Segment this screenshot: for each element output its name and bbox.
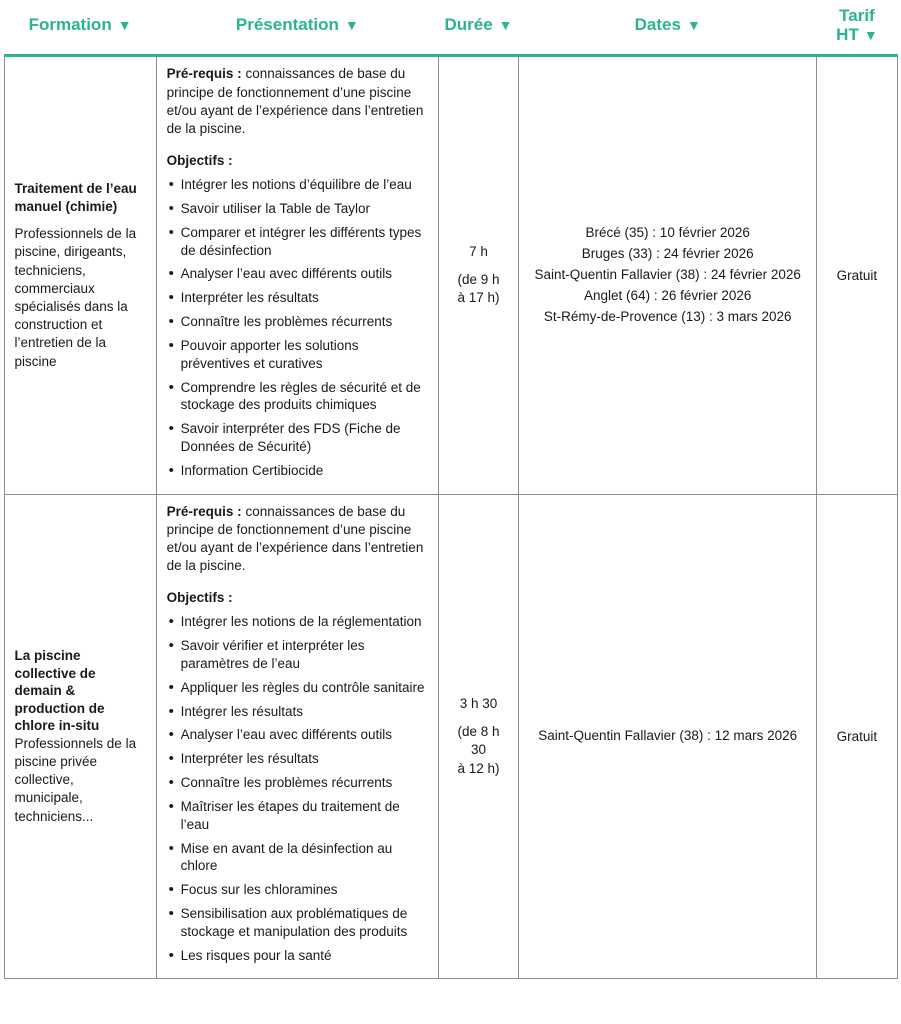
tarif-value: Gratuit [836, 267, 878, 283]
list-item: • Intégrer les notions de la réglementation [167, 613, 428, 631]
column-header-duree-label: Durée [444, 15, 493, 35]
formation-audience: Professionnels de la piscine, dirigeants, techniciens, commerciaux spécialisés dans la construction et l’entretien de la piscine [14, 226, 137, 369]
list-item: • Information Certibiocide [167, 462, 428, 480]
objectifs-label: Objectifs : [166, 590, 233, 606]
dates-list [529, 726, 806, 747]
column-header-tarif-label-line1: Tarif [839, 6, 875, 25]
list-item: • Comprendre les règles de sécurité et de stockage des produits chimiques [167, 379, 428, 415]
cell-formation [4, 494, 156, 979]
sort-descending-icon[interactable]: ▼ [686, 16, 701, 33]
sort-descending-icon[interactable]: ▼ [498, 16, 513, 33]
column-header-tarif-label-line2: HT [836, 24, 859, 44]
list-item: • Intégrer les résultats [167, 703, 428, 721]
training-table [4, 0, 898, 979]
cell-presentation [156, 56, 438, 494]
list-item: • Mise en avant de la désinfection au chlore [167, 840, 428, 876]
table-body [4, 56, 897, 979]
column-header-formation-label: Formation [28, 15, 112, 35]
column-header-tarif[interactable] [817, 0, 897, 56]
cell-dates [519, 494, 817, 979]
pre-requis-label: Pré-requis : [166, 503, 242, 519]
table-row [4, 494, 897, 979]
formation-title: Traitement de l’eau manuel (chimie) [14, 181, 137, 214]
sort-descending-icon[interactable]: ▼ [117, 16, 132, 33]
list-item: Brécé (35) : 10 février 2026 [585, 225, 750, 241]
list-item: • Sensibilisation aux problématiques de stockage et manipulation des produits [167, 905, 428, 941]
sort-descending-icon[interactable]: ▼ [863, 27, 878, 44]
cell-tarif [817, 56, 897, 494]
column-header-dates-label: Dates [634, 15, 681, 35]
duree-value: 7 h [469, 244, 488, 260]
dates-list [529, 223, 806, 328]
table-header-row [4, 0, 897, 56]
column-header-duree[interactable] [438, 0, 518, 56]
cell-presentation [156, 494, 438, 979]
duree-range-line1: (de 9 h [457, 272, 500, 288]
list-item: Bruges (33) : 24 février 2026 [581, 246, 754, 262]
list-item: • Intégrer les notions d’équilibre de l’eau [167, 176, 428, 194]
list-item: • Savoir interpréter des FDS (Fiche de Données de Sécurité) [167, 420, 428, 456]
list-item: • Analyser l’eau avec différents outils [167, 726, 428, 744]
objectifs-list [167, 176, 428, 479]
list-item: • Interpréter les résultats [167, 750, 428, 768]
column-header-presentation[interactable] [156, 0, 438, 56]
list-item: • Maîtriser les étapes du traitement de l’eau [167, 798, 428, 834]
cell-duree [438, 494, 518, 979]
column-header-formation[interactable] [4, 0, 156, 56]
pre-requis-text: connaissances de base du principe de fonctionnement d’une piscine et/ou ayant de l’expérience dans l’entretien de la piscine. [166, 66, 424, 137]
list-item: • Connaître les problèmes récurrents [167, 313, 428, 331]
list-item: St-Rémy-de-Provence (13) : 3 mars 2026 [543, 308, 792, 324]
list-item: • Comparer et intégrer les différents types de désinfection [167, 224, 428, 260]
list-item: • Pouvoir apporter les solutions préventives et curatives [167, 337, 428, 373]
list-item: • Analyser l’eau avec différents outils [167, 265, 428, 283]
list-item: • Appliquer les règles du contrôle sanitaire [167, 679, 428, 697]
list-item: Anglet (64) : 26 février 2026 [584, 287, 752, 303]
list-item: • Focus sur les chloramines [167, 881, 428, 899]
duree-value: 3 h 30 [459, 696, 498, 712]
list-item: • Les risques pour la santé [167, 947, 428, 965]
pre-requis-block [167, 65, 428, 138]
tarif-value: Gratuit [836, 728, 878, 744]
list-item: • Savoir utiliser la Table de Taylor [167, 200, 428, 218]
objectifs-label: Objectifs : [166, 153, 233, 169]
pre-requis-block [167, 503, 428, 576]
objectifs-list [167, 613, 428, 964]
duree-range-line2: à 12 h) [457, 760, 500, 776]
pre-requis-label: Pré-requis : [166, 66, 242, 82]
duree-range-line1: (de 8 h 30 [457, 724, 500, 758]
duree-range-line2: à 17 h) [457, 290, 500, 306]
table-row [4, 56, 897, 494]
list-item: Saint-Quentin Fallavier (38) : 12 mars 2026 [538, 728, 798, 744]
pre-requis-text: connaissances de base du principe de fonctionnement d’une piscine et/ou ayant de l’expérience dans l’entretien de la piscine. [166, 503, 424, 574]
cell-tarif [817, 494, 897, 979]
list-item: • Connaître les problèmes récurrents [167, 774, 428, 792]
column-header-presentation-label: Présentation [235, 15, 339, 35]
formation-title: La piscine collective de demain & production de chlore in-situ [14, 648, 105, 734]
list-item: • Savoir vérifier et interpréter les paramètres de l’eau [167, 637, 428, 673]
list-item: Saint-Quentin Fallavier (38) : 24 février 2026 [534, 267, 801, 283]
list-item: • Interpréter les résultats [167, 289, 428, 307]
formation-audience: Professionnels de la piscine privée collective, municipale, techniciens... [14, 735, 137, 824]
cell-duree [438, 56, 518, 494]
column-header-dates[interactable] [519, 0, 817, 56]
sort-descending-icon[interactable]: ▼ [344, 16, 359, 33]
cell-formation [4, 56, 156, 494]
table-header [4, 0, 897, 56]
cell-dates [519, 56, 817, 494]
